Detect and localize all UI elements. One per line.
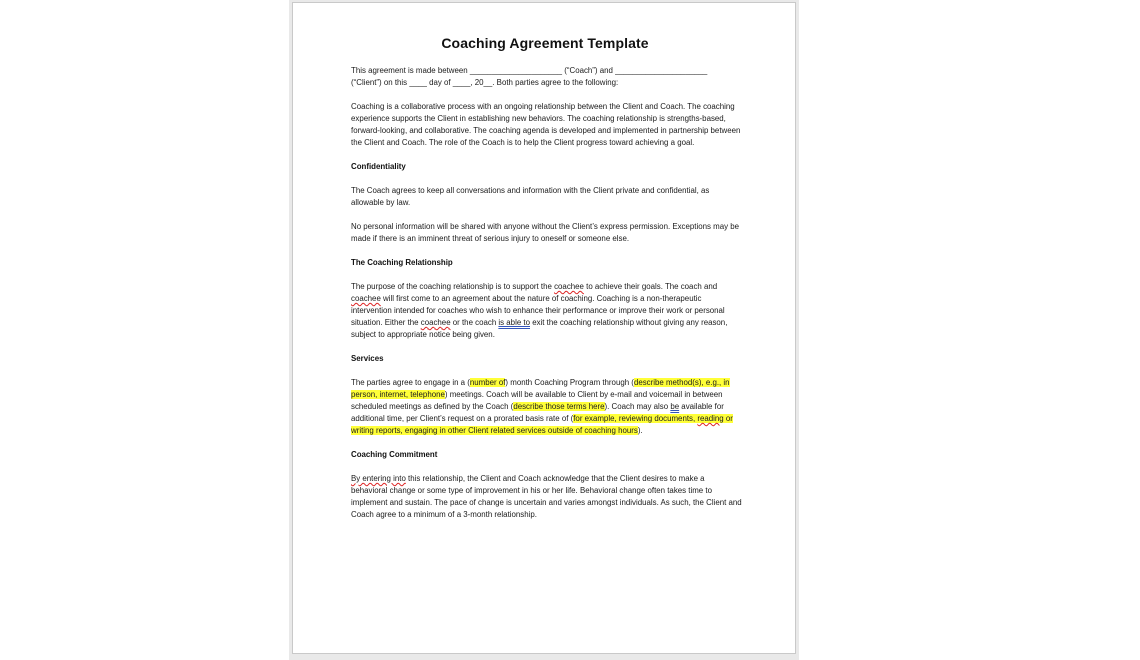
grammar-flag: is able to [498, 318, 530, 327]
services-text: ) meetings. Coach will be available to Client by e-mail and voicemail in between scheduled meetings as defined by the Coach ( [351, 390, 723, 411]
services-text: The parties agree to engage in a ( [351, 378, 470, 387]
grammar-flag: be [670, 402, 680, 411]
relationship-paragraph [351, 281, 743, 341]
services-heading: Services [351, 354, 384, 363]
client-name-blank: _____________________ [615, 66, 708, 75]
document-body [351, 65, 743, 533]
relationship-text: or the coach [450, 318, 499, 327]
relationship-heading: The Coaching Relationship [351, 258, 453, 267]
intro-paragraph [351, 65, 743, 89]
highlighted-placeholder: describe those terms here [513, 402, 605, 411]
spelling-flag: coachee [554, 282, 584, 291]
intro-text: day of [426, 78, 453, 87]
relationship-text: to achieve their goals. The coach and [583, 282, 718, 291]
spelling-flag: reading [697, 414, 724, 423]
intro-text: (“Coach”) and [562, 66, 616, 75]
document-title: Coaching Agreement Template [441, 35, 649, 51]
confidentiality-paragraph-1: The Coach agrees to keep all conversations and information with the Client private and confidential, as allowable by law. [351, 186, 710, 207]
spelling-flag: By entering into [351, 474, 406, 483]
spelling-flag: coachee [420, 318, 451, 327]
month-blank: ____ [452, 78, 471, 87]
intro-text: . Both parties agree to the following: [492, 78, 619, 87]
highlighted-placeholder: number of [469, 378, 506, 387]
relationship-text: will first come to an agreement about the nature of coaching. Coaching is a non-therapeutic intervention intended for coaches who wish to enhance their performance or improve their work or personal situation. Either the [351, 294, 725, 327]
intro-text: , 20 [470, 78, 484, 87]
commitment-paragraph [351, 473, 743, 521]
confidentiality-heading: Confidentiality [351, 162, 406, 171]
description-paragraph: Coaching is a collaborative process with an ongoing relationship between the Client and Coach. The coaching experience supports the Client in establishing new behaviors. The coaching relationship is strengths-based, forward-looking, and collaborative. The coaching agenda is developed and implemented in partnership between the Client and Coach. The role of the Coach is to help the Client progress toward achieving a goal. [351, 102, 741, 147]
relationship-text: The purpose of the coaching relationship is to support the [351, 282, 555, 291]
highlighted-placeholder: describe method(s), e.g., in person, internet, telephone [351, 378, 730, 399]
highlighted-placeholder: for example, reviewing documents, [573, 414, 698, 423]
confidentiality-paragraph-2: No personal information will be shared with anyone without the Client’s express permission. Exceptions may be made if there is an imminent threat of serious injury to oneself or someone else. [351, 222, 740, 243]
commitment-heading: Coaching Commitment [351, 450, 438, 459]
intro-text: This agreement is made between [351, 66, 470, 75]
services-text: available for additional time, per Client’s request on a prorated basis rate of ( [351, 402, 724, 423]
coach-name-blank: _____________________ [469, 66, 563, 75]
year-blank: __ [483, 78, 493, 87]
services-paragraph [351, 377, 743, 437]
spelling-flag: coachee [351, 294, 381, 303]
intro-text: (“Client”) on this [351, 78, 410, 87]
document-page [292, 2, 796, 654]
services-text: ) month Coaching Program through ( [505, 378, 634, 387]
services-text: ). Coach may also [604, 402, 671, 411]
relationship-text: exit the coaching relationship without giving any reason, subject to appropriate notice being given. [351, 318, 728, 339]
commitment-text: this relationship, the Client and Coach acknowledge that the Client desires to make a behavioral change or some type of improvement in his or her life. Behavioral change often takes time to implement and sustain. The pace of change is uncertain and varies amongst individuals. As such, the Client and Coach agree to a minimum of a 3-month relationship. [351, 474, 742, 519]
highlighted-placeholder: or writing reports, engaging in other Client related services outside of coaching hours [351, 414, 733, 435]
day-blank: ____ [409, 78, 427, 87]
services-text: ). [637, 426, 643, 435]
